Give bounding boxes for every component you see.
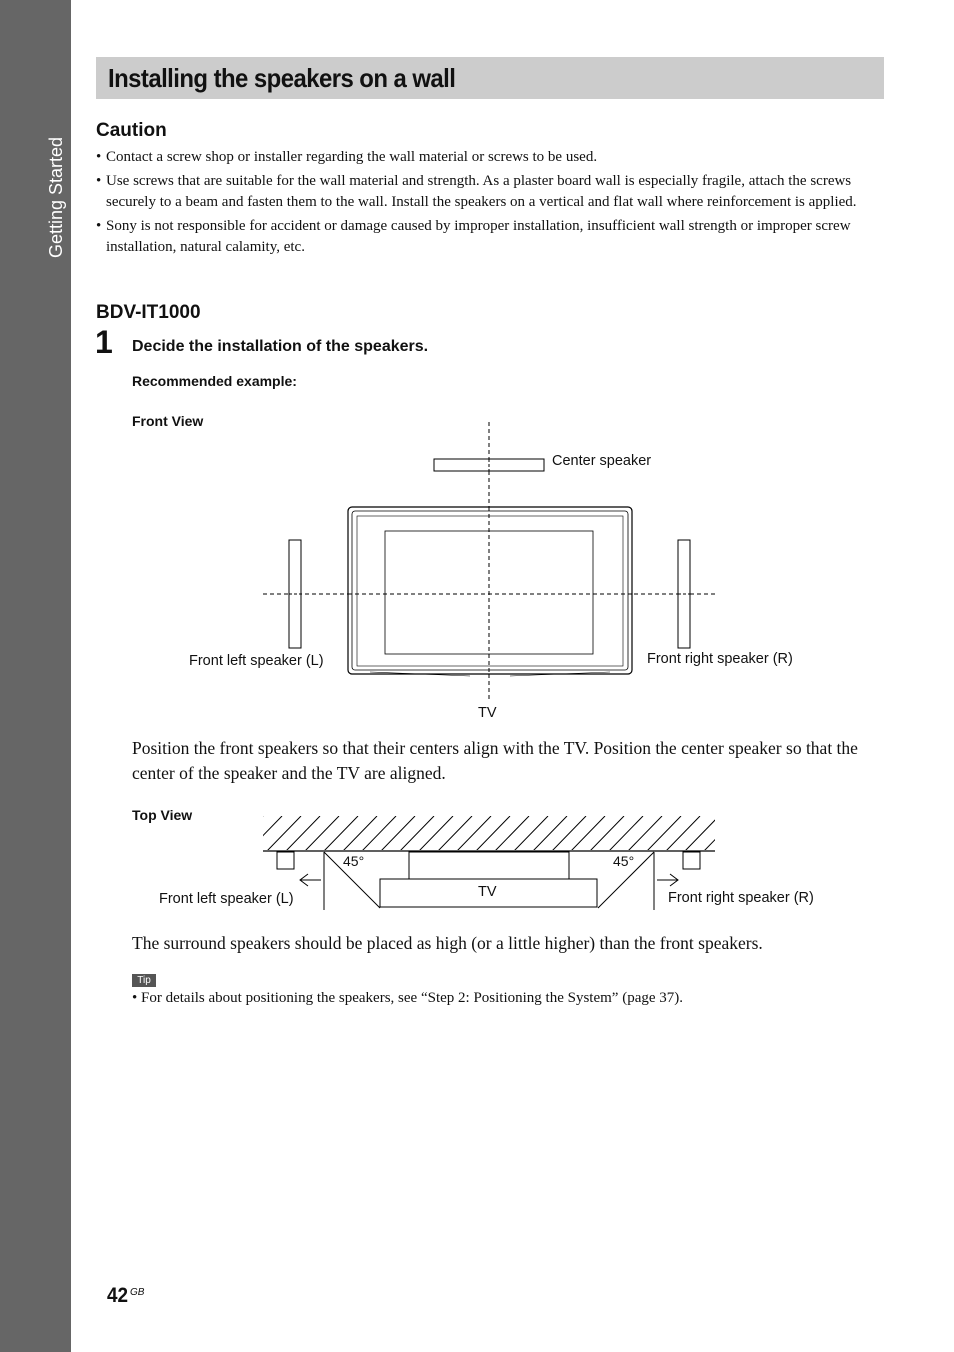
top-tv-label: TV (478, 884, 497, 900)
page-title: Installing the speakers on a wall (108, 63, 456, 93)
caution-item: • Sony is not responsible for accident or damage caused by improper installation, insufficient wall strength or improper screw installation, natural calamity, etc. (96, 216, 886, 259)
top-view-label: Top View (132, 807, 193, 823)
caution-heading: Caution (96, 120, 167, 141)
paragraph-front-speakers: Position the front speakers so that their centers align with the TV. Position the center speaker so that the center of the speaker and the TV are aligned. (132, 738, 858, 783)
model-heading: BDV-IT1000 (96, 302, 201, 323)
tip-badge: Tip (132, 974, 156, 987)
page-suffix: GB (130, 1287, 145, 1298)
angle-left-label: 45° (343, 853, 365, 869)
tv-label: TV (478, 705, 497, 721)
caution-item: • Use screws that are suitable for the wall material and strength. As a plaster board wall is especially fragile, attach the screws securely to a beam and fasten them to the wall. Install the speakers on a vertical and flat wall where reinforcement is applied. (96, 171, 886, 214)
front-left-speaker-label: Front left speaker (L) (189, 653, 324, 669)
top-right-speaker-shape (683, 852, 700, 869)
top-left-speaker-shape (277, 852, 294, 869)
front-right-speaker-label: Front right speaker (R) (647, 651, 793, 667)
step-text: Decide the installation of the speakers. (132, 338, 429, 355)
section-label: Getting Started (46, 136, 66, 258)
page-number: 42 (107, 1284, 129, 1307)
caution-item: • Contact a screw shop or installer regarding the wall material or screws to be used. (96, 147, 886, 169)
recommended-label: Recommended example: (132, 373, 297, 389)
top-front-right-label: Front right speaker (R) (668, 890, 814, 906)
front-view-label: Front View (132, 413, 204, 429)
angle-right-label: 45° (613, 853, 635, 869)
top-front-left-label: Front left speaker (L) (159, 891, 294, 907)
tip-text: • For details about positioning the speakers, see “Step 2: Positioning the System” (page 37). (132, 990, 684, 1006)
step-number: 1 (95, 324, 113, 360)
paragraph-surround: The surround speakers should be placed as high (or a little higher) than the front speakers. (132, 933, 763, 953)
center-speaker-label: Center speaker (552, 453, 652, 469)
